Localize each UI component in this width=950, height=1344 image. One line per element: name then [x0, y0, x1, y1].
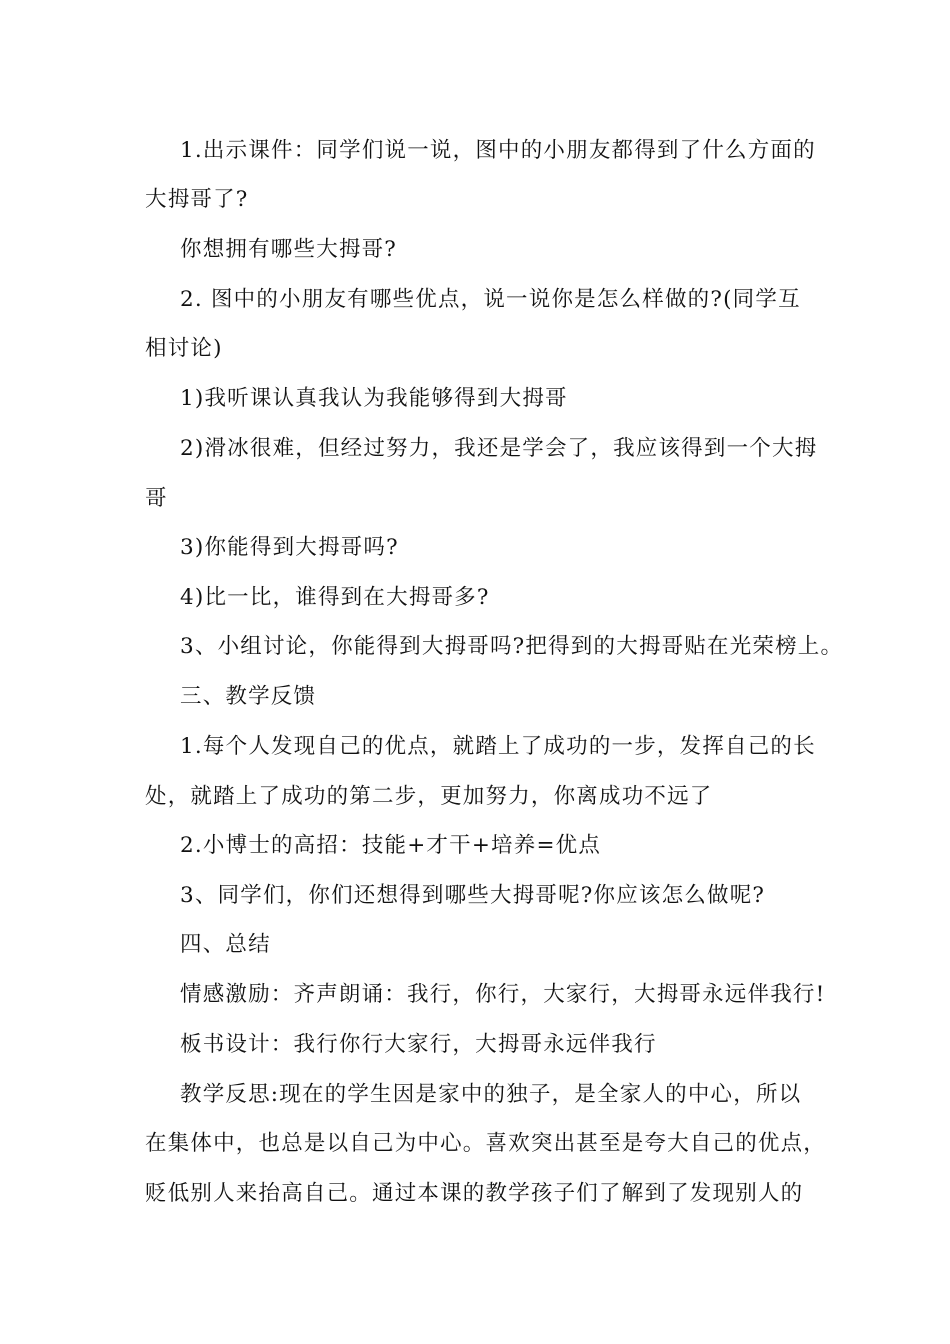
- section-heading: 四、总结: [180, 932, 271, 957]
- text-line: 2. 图中的小朋友有哪些优点，说一说你是怎么样做的?(同学互: [180, 287, 801, 312]
- text-line: 贬低别人来抬高自己。通过本课的教学孩子们了解到了发现别人的: [145, 1181, 804, 1206]
- text-line: 4)比一比，谁得到在大拇哥多?: [180, 585, 490, 610]
- text-line: 在集体中，也总是以自己为中心。喜欢突出甚至是夸大自己的优点，: [145, 1131, 827, 1156]
- text-line: 情感激励：齐声朗诵：我行，你行，大家行，大拇哥永远伴我行!: [180, 982, 826, 1007]
- text-line: 大拇哥了?: [145, 187, 249, 212]
- text-line: 1)我听课认真我认为我能够得到大拇哥: [180, 386, 568, 411]
- text-line: 处，就踏上了成功的第二步，更加努力，你离成功不远了: [145, 784, 713, 809]
- section-heading: 三、教学反馈: [180, 684, 317, 709]
- text-line: 板书设计：我行你行大家行，大拇哥永远伴我行: [180, 1032, 657, 1057]
- text-line: 你想拥有哪些大拇哥?: [180, 237, 398, 262]
- text-line: 3、小组讨论，你能得到大拇哥吗?把得到的大拇哥贴在光荣榜上。: [180, 634, 844, 659]
- text-line: 2)滑冰很难，但经过努力，我还是学会了，我应该得到一个大拇: [180, 436, 818, 461]
- text-line: 教学反思:现在的学生因是家中的独子，是全家人的中心，所以: [180, 1082, 802, 1107]
- text-line: 3、同学们，你们还想得到哪些大拇哥呢?你应该怎么做呢?: [180, 883, 766, 908]
- text-line: 相讨论): [145, 336, 223, 361]
- text-line: 哥: [145, 486, 168, 511]
- text-line: 3)你能得到大拇哥吗?: [180, 535, 399, 560]
- text-line: 1.每个人发现自己的优点，就踏上了成功的一步，发挥自己的长: [180, 734, 816, 759]
- text-line: 1.出示课件：同学们说一说，图中的小朋友都得到了什么方面的: [180, 138, 816, 163]
- text-line: 2.小博士的高招：技能+才干+培养=优点: [180, 833, 602, 858]
